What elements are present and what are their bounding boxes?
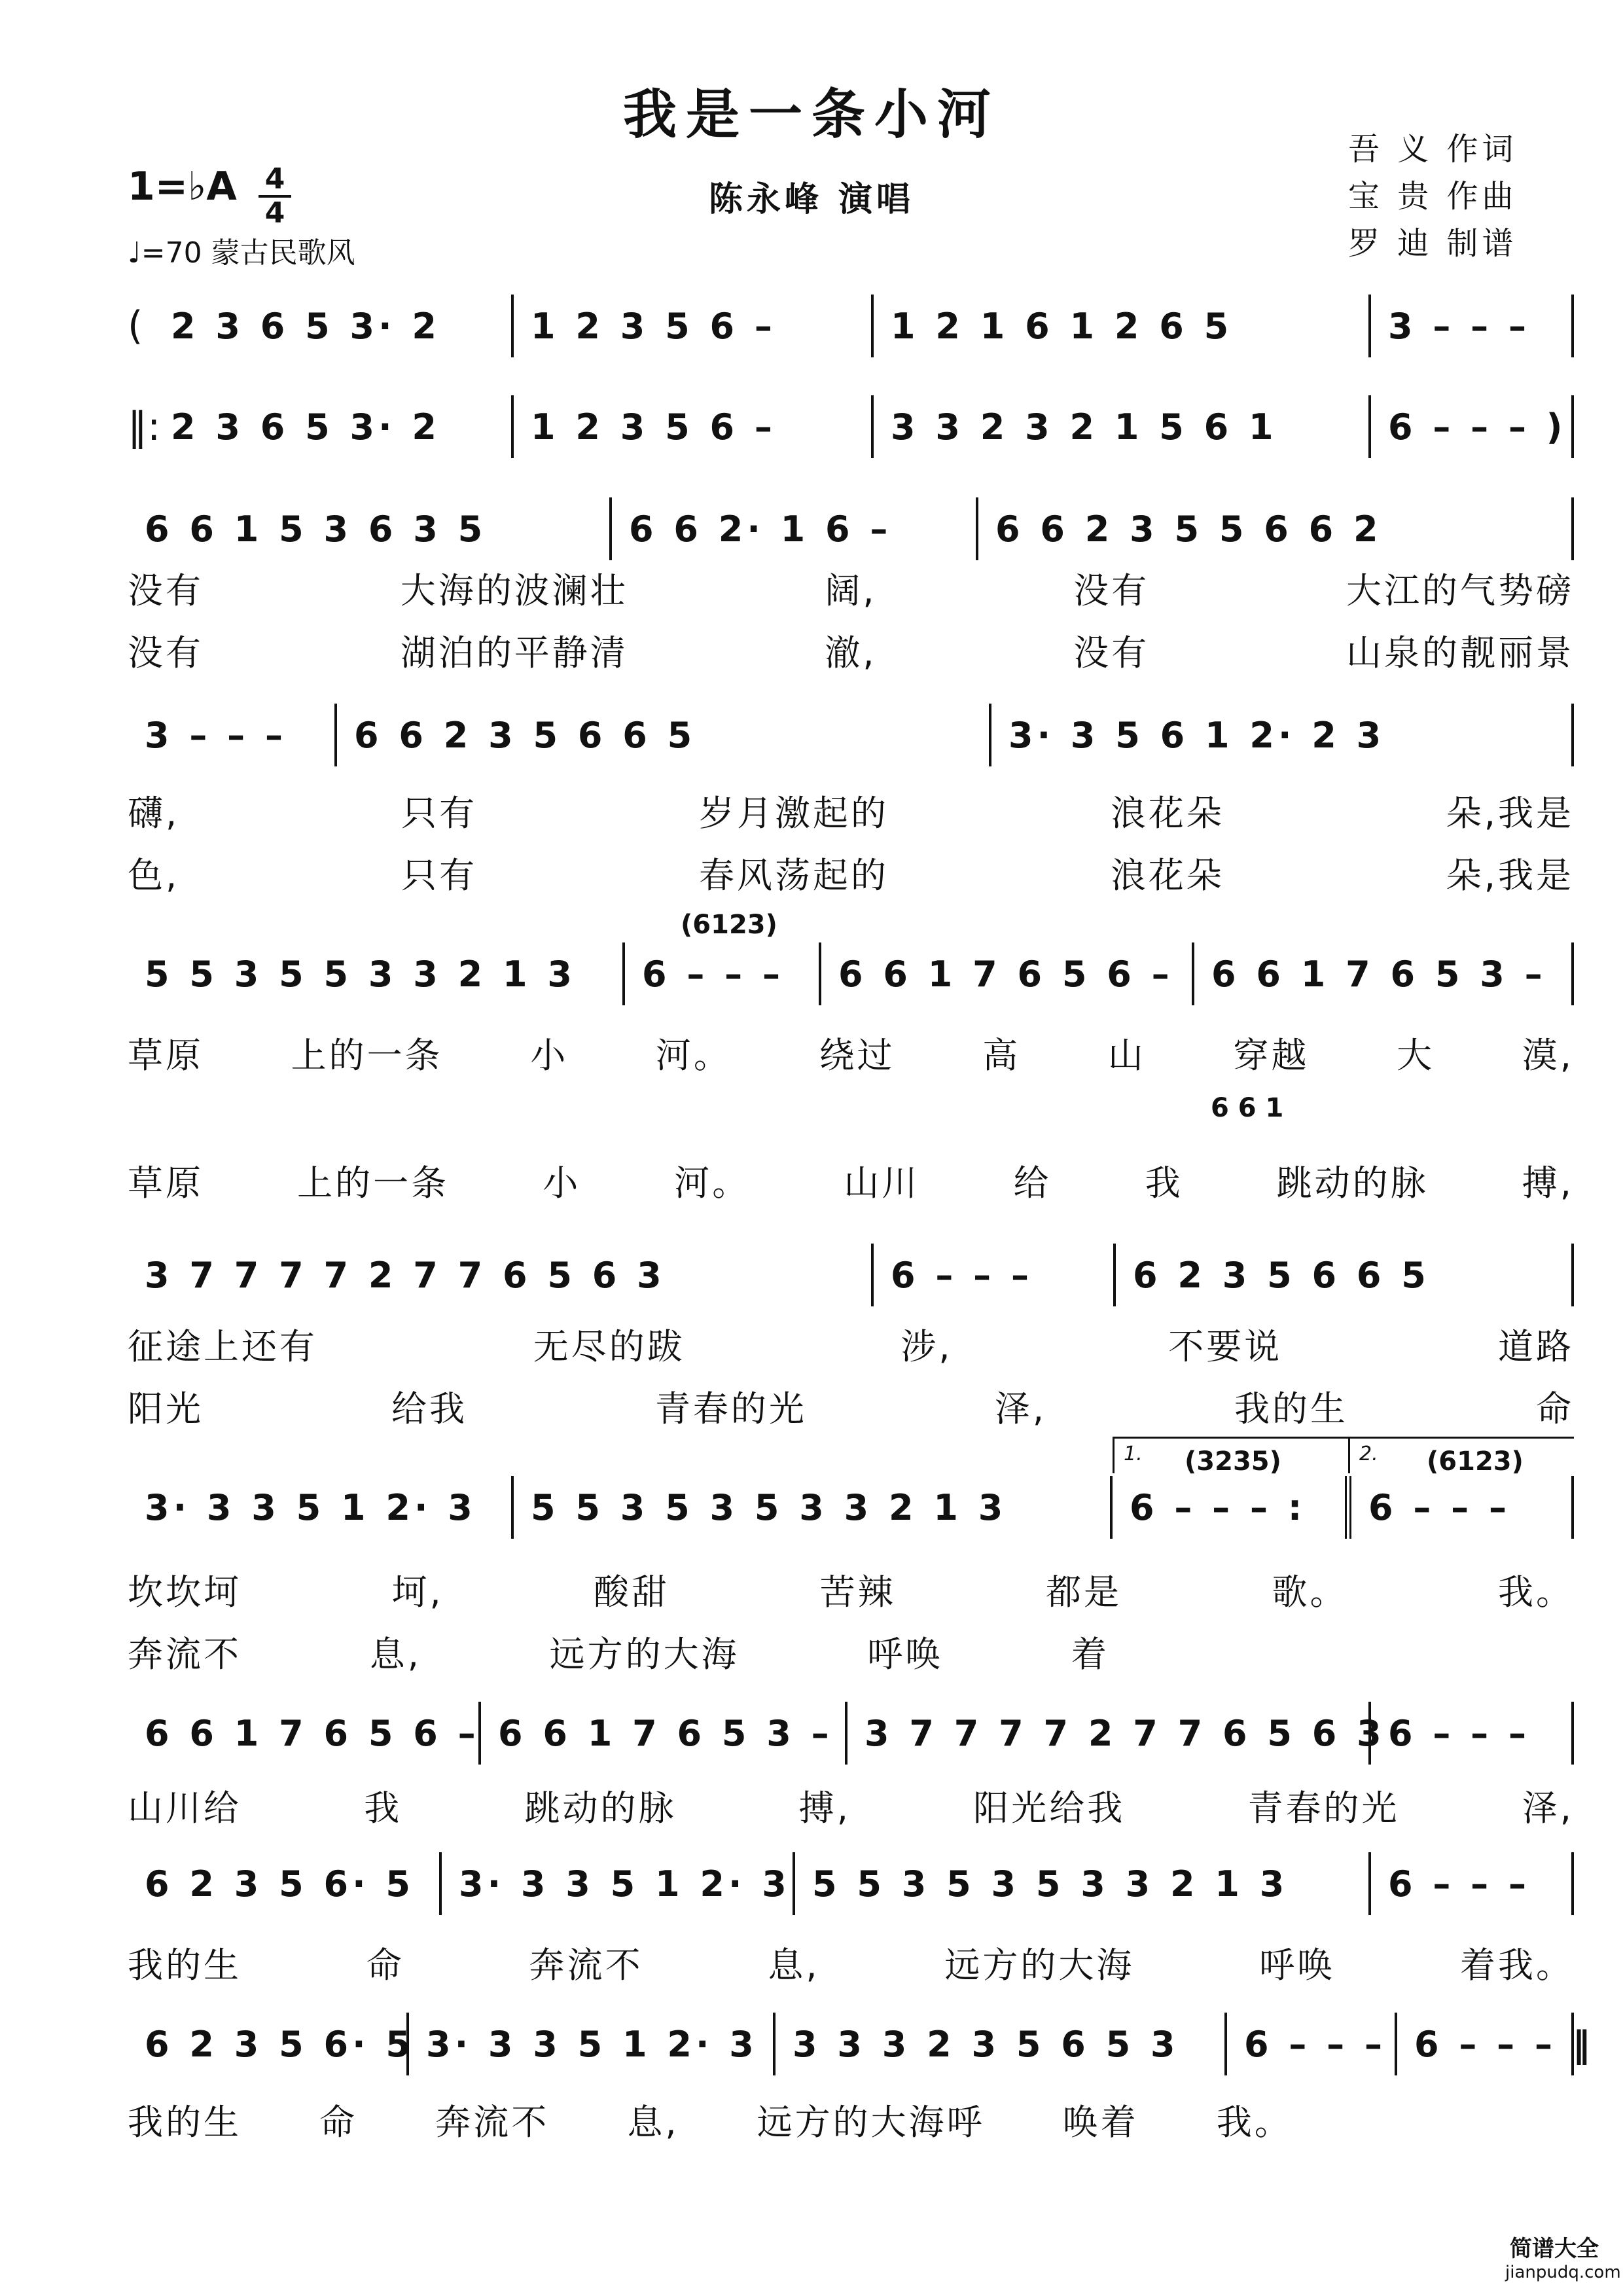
measure: 2 3 6 5 3· 2 xyxy=(154,395,514,458)
repeat-start: ‖: xyxy=(128,404,161,450)
volta-1: 1. xyxy=(1113,1437,1348,1473)
lyric: 穿越 xyxy=(1233,1035,1310,1076)
lyric-line xyxy=(128,1381,1574,1431)
transcriber: 罗 迪 制谱 xyxy=(1348,225,1518,262)
measure: 6 – – – xyxy=(1227,2013,1397,2075)
composer: 宝 贵 作曲 xyxy=(1348,178,1518,215)
lyric: 都是 xyxy=(1046,1571,1122,1613)
grace-notes: (3235) xyxy=(1185,1446,1281,1477)
lyric: 大江的气势磅 xyxy=(1346,570,1574,611)
lyric: 浪花朵 xyxy=(1110,793,1224,834)
measure: 3 7 7 7 7 2 7 7 6 5 6 3 xyxy=(128,1244,874,1306)
time-signature xyxy=(259,164,291,229)
measure: 3· 3 3 5 1 2· 3 xyxy=(442,1852,795,1915)
lyric: 大海的波澜壮 xyxy=(400,570,628,611)
lyric: 息, xyxy=(627,2102,679,2143)
lyric: 酸甜 xyxy=(594,1571,670,1613)
measure: 6 – – – xyxy=(625,942,821,1005)
measure: 6 – – – ) xyxy=(1371,395,1574,458)
staff-line-5 xyxy=(128,1244,1574,1306)
staff-line-7 xyxy=(128,1702,1574,1765)
measure: 1 2 3 5 6 – xyxy=(514,395,874,458)
lyric: 我 xyxy=(1145,1162,1183,1204)
measure: 6 – – – xyxy=(1371,1702,1574,1765)
measure: 5 5 3 5 5 3 3 2 1 3 xyxy=(128,942,625,1005)
lyric-line xyxy=(128,1937,1574,1988)
staff-line-0 xyxy=(128,295,1574,357)
lyric: 我的生 xyxy=(1234,1388,1348,1429)
lyric: 河。 xyxy=(655,1035,732,1076)
measure: 6 6 1 7 6 5 3 – xyxy=(1194,942,1574,1005)
lyric: 小 xyxy=(543,1162,581,1204)
grace-notes: (6123) xyxy=(681,910,777,940)
lyric: 坎坎坷 xyxy=(128,1571,241,1613)
lyric: 山 xyxy=(1107,1035,1146,1076)
lyric: 搏, xyxy=(798,1787,851,1829)
watermark-logo xyxy=(1505,2231,1621,2283)
lyric: 呼唤 xyxy=(867,1634,944,1675)
lyric: 高 xyxy=(982,1035,1021,1076)
lyric: 我。 xyxy=(1216,2102,1293,2143)
lyric: 阳光给我 xyxy=(973,1787,1126,1829)
staff-line-8 xyxy=(128,1852,1574,1915)
lyric: 漠, xyxy=(1522,1035,1574,1076)
measure: 6 6 2 3 5 5 6 6 2 xyxy=(978,497,1574,560)
lyric: 着我。 xyxy=(1459,1945,1574,1986)
lyric-line xyxy=(128,1626,1109,1677)
measure: 6 6 1 5 3 6 3 5 xyxy=(128,497,612,560)
lyric: 澈, xyxy=(825,632,877,673)
measure: 6 6 2· 1 6 – xyxy=(612,497,978,560)
watermark-brand: 简谱大全 xyxy=(1510,2236,1599,2262)
volta-2: 2. xyxy=(1348,1437,1574,1473)
measure: 3 7 7 7 7 2 7 7 6 5 6 3 xyxy=(847,1702,1371,1765)
lyric: 不要说 xyxy=(1168,1326,1283,1367)
lyric: 只有 xyxy=(401,793,478,834)
lyric: 没有 xyxy=(128,570,204,611)
lyric: 青春的光 xyxy=(1247,1787,1400,1829)
lyric: 远方的大海呼 xyxy=(757,2102,985,2143)
lyric: 山川 xyxy=(844,1162,920,1204)
lyric: 上的一条 xyxy=(297,1162,450,1204)
lyric: 山泉的靓丽景 xyxy=(1346,632,1574,673)
lyric-line xyxy=(128,1564,1574,1615)
meter-top: 4 xyxy=(259,164,291,198)
lyric: 山川给 xyxy=(128,1787,241,1829)
alt-notes: 6 6 1 xyxy=(1211,1093,1284,1123)
lyric: 上的一条 xyxy=(291,1035,443,1076)
grace-notes: (6123) xyxy=(1427,1446,1524,1477)
lyric: 阳光 xyxy=(128,1388,204,1429)
lyric: 无尽的跋 xyxy=(533,1326,685,1367)
lyric: 春风荡起的 xyxy=(698,855,889,896)
lyric: 阔, xyxy=(825,570,877,611)
lyric: 搏, xyxy=(1522,1162,1574,1204)
lyric: 跳动的脉 xyxy=(1276,1162,1429,1204)
measure: 6 – – – ‖ xyxy=(1397,2013,1574,2075)
lyric: 奔流不 xyxy=(529,1945,643,1986)
lyric: 命 xyxy=(366,1945,404,1986)
meter-bottom: 4 xyxy=(264,196,285,230)
lyric: 我 xyxy=(364,1787,402,1829)
lyric: 呼唤 xyxy=(1259,1945,1336,1986)
lyricist: 吾 义 作词 xyxy=(1348,131,1518,168)
lyric: 奔流不 xyxy=(128,1634,241,1675)
measure: 6 2 3 5 6 6 5 xyxy=(1116,1244,1574,1306)
lyric: 岁月激起的 xyxy=(698,793,889,834)
lyric: 没有 xyxy=(128,632,204,673)
lyric-line xyxy=(128,848,1574,898)
lyric-line xyxy=(128,563,1574,613)
lyric: 苦辣 xyxy=(819,1571,896,1613)
measure: 6 – – – xyxy=(1351,1476,1574,1539)
lyric: 坷, xyxy=(391,1571,444,1613)
staff-line-1 xyxy=(128,395,1574,458)
singer-credit: 陈永峰 演唱 xyxy=(708,179,915,219)
credits xyxy=(1348,126,1518,267)
lyric: 着 xyxy=(1071,1634,1109,1675)
lyric: 命 xyxy=(319,2102,358,2143)
lyric: 只有 xyxy=(401,855,478,896)
staff-line-2 xyxy=(128,497,1574,560)
lyric: 湖泊的平静清 xyxy=(400,632,628,673)
lyric: 泽, xyxy=(994,1388,1047,1429)
song-title: 我是一条小河 xyxy=(622,83,1000,146)
lyric: 泽, xyxy=(1522,1787,1574,1829)
measure: 3 3 3 2 3 5 6 5 3 xyxy=(776,2013,1227,2075)
measure: 6 6 1 7 6 5 6 – xyxy=(128,1702,481,1765)
measure: 6 – – – xyxy=(1371,1852,1574,1915)
lyric: 唤着 xyxy=(1062,2102,1139,2143)
lyric: 命 xyxy=(1535,1388,1574,1429)
lyric: 没有 xyxy=(1073,570,1150,611)
lyric: 草原 xyxy=(128,1035,204,1076)
measure: 3 – – – xyxy=(128,704,337,766)
lyric-line xyxy=(128,1155,1574,1206)
staff-line-4 xyxy=(128,942,1574,1005)
lyric-line xyxy=(128,785,1574,836)
lyric: 奔流不 xyxy=(435,2102,550,2143)
measure: 6 6 1 7 6 5 3 – xyxy=(481,1702,847,1765)
lyric: 涉, xyxy=(901,1326,953,1367)
measure: 1 2 1 6 1 2 6 5 xyxy=(874,295,1371,357)
lyric: 歌。 xyxy=(1272,1571,1348,1613)
lyric-line xyxy=(128,625,1574,675)
lyric: 河。 xyxy=(674,1162,751,1204)
lyric: 朵,我是 xyxy=(1446,793,1574,834)
measure: 6 6 2 3 5 6 6 5 xyxy=(337,704,991,766)
lyric: 绕过 xyxy=(819,1035,895,1076)
key-signature: 1=♭A xyxy=(128,164,237,209)
measure: 1 2 3 5 6 – xyxy=(514,295,874,357)
measure: 6 6 1 7 6 5 6 – xyxy=(821,942,1194,1005)
lyric: 远方的大海 xyxy=(944,1945,1135,1986)
lyric: 道路 xyxy=(1497,1326,1574,1367)
lyric-line xyxy=(128,2094,1293,2145)
bracket-open: ( xyxy=(128,303,143,349)
measure: 2 3 6 5 3· 2 xyxy=(154,295,514,357)
lyric: 浪花朵 xyxy=(1110,855,1224,896)
lyric: 息, xyxy=(369,1634,421,1675)
lyric: 息, xyxy=(768,1945,820,1986)
lyric: 没有 xyxy=(1073,632,1150,673)
lyric: 我。 xyxy=(1497,1571,1574,1613)
measure: 6 – – – : xyxy=(1113,1476,1351,1539)
lyric-line xyxy=(128,1319,1574,1369)
staff-line-6 xyxy=(128,1476,1574,1539)
measure: 6 2 3 5 6· 5 xyxy=(128,2013,409,2075)
lyric: 青春的光 xyxy=(654,1388,807,1429)
measure: 3· 3 5 6 1 2· 2 3 xyxy=(991,704,1574,766)
measure: 5 5 3 5 3 5 3 3 2 1 3 xyxy=(514,1476,1113,1539)
lyric: 小 xyxy=(530,1035,569,1076)
measure: 6 2 3 5 6· 5 xyxy=(128,1852,442,1915)
lyric: 给 xyxy=(1013,1162,1052,1204)
measure: 3 3 2 3 2 1 5 6 1 xyxy=(874,395,1371,458)
lyric: 大 xyxy=(1397,1035,1435,1076)
watermark-url: jianpudq.com xyxy=(1505,2263,1621,2282)
lyric: 礴, xyxy=(128,793,180,834)
measure: 3· 3 3 5 1 2· 3 xyxy=(409,2013,776,2075)
lyric: 跳动的脉 xyxy=(524,1787,677,1829)
measure: 3 – – – xyxy=(1371,295,1574,357)
lyric: 朵,我是 xyxy=(1446,855,1574,896)
tempo-marking: ♩=70 蒙古民歌风 xyxy=(128,236,355,270)
lyric: 我的生 xyxy=(128,1945,241,1986)
staff-line-3 xyxy=(128,704,1574,766)
measure: 6 – – – xyxy=(874,1244,1116,1306)
measure: 5 5 3 5 3 5 3 3 2 1 3 xyxy=(795,1852,1371,1915)
lyric-line xyxy=(128,1780,1574,1831)
lyric: 色, xyxy=(128,855,180,896)
lyric: 草原 xyxy=(128,1162,204,1204)
staff-line-9 xyxy=(128,2013,1594,2075)
lyric: 远方的大海 xyxy=(549,1634,740,1675)
measure: 3· 3 3 5 1 2· 3 xyxy=(128,1476,514,1539)
lyric: 给我 xyxy=(391,1388,467,1429)
lyric: 征途上还有 xyxy=(128,1326,317,1367)
lyric: 我的生 xyxy=(128,2102,241,2143)
lyric-line xyxy=(128,1028,1574,1078)
